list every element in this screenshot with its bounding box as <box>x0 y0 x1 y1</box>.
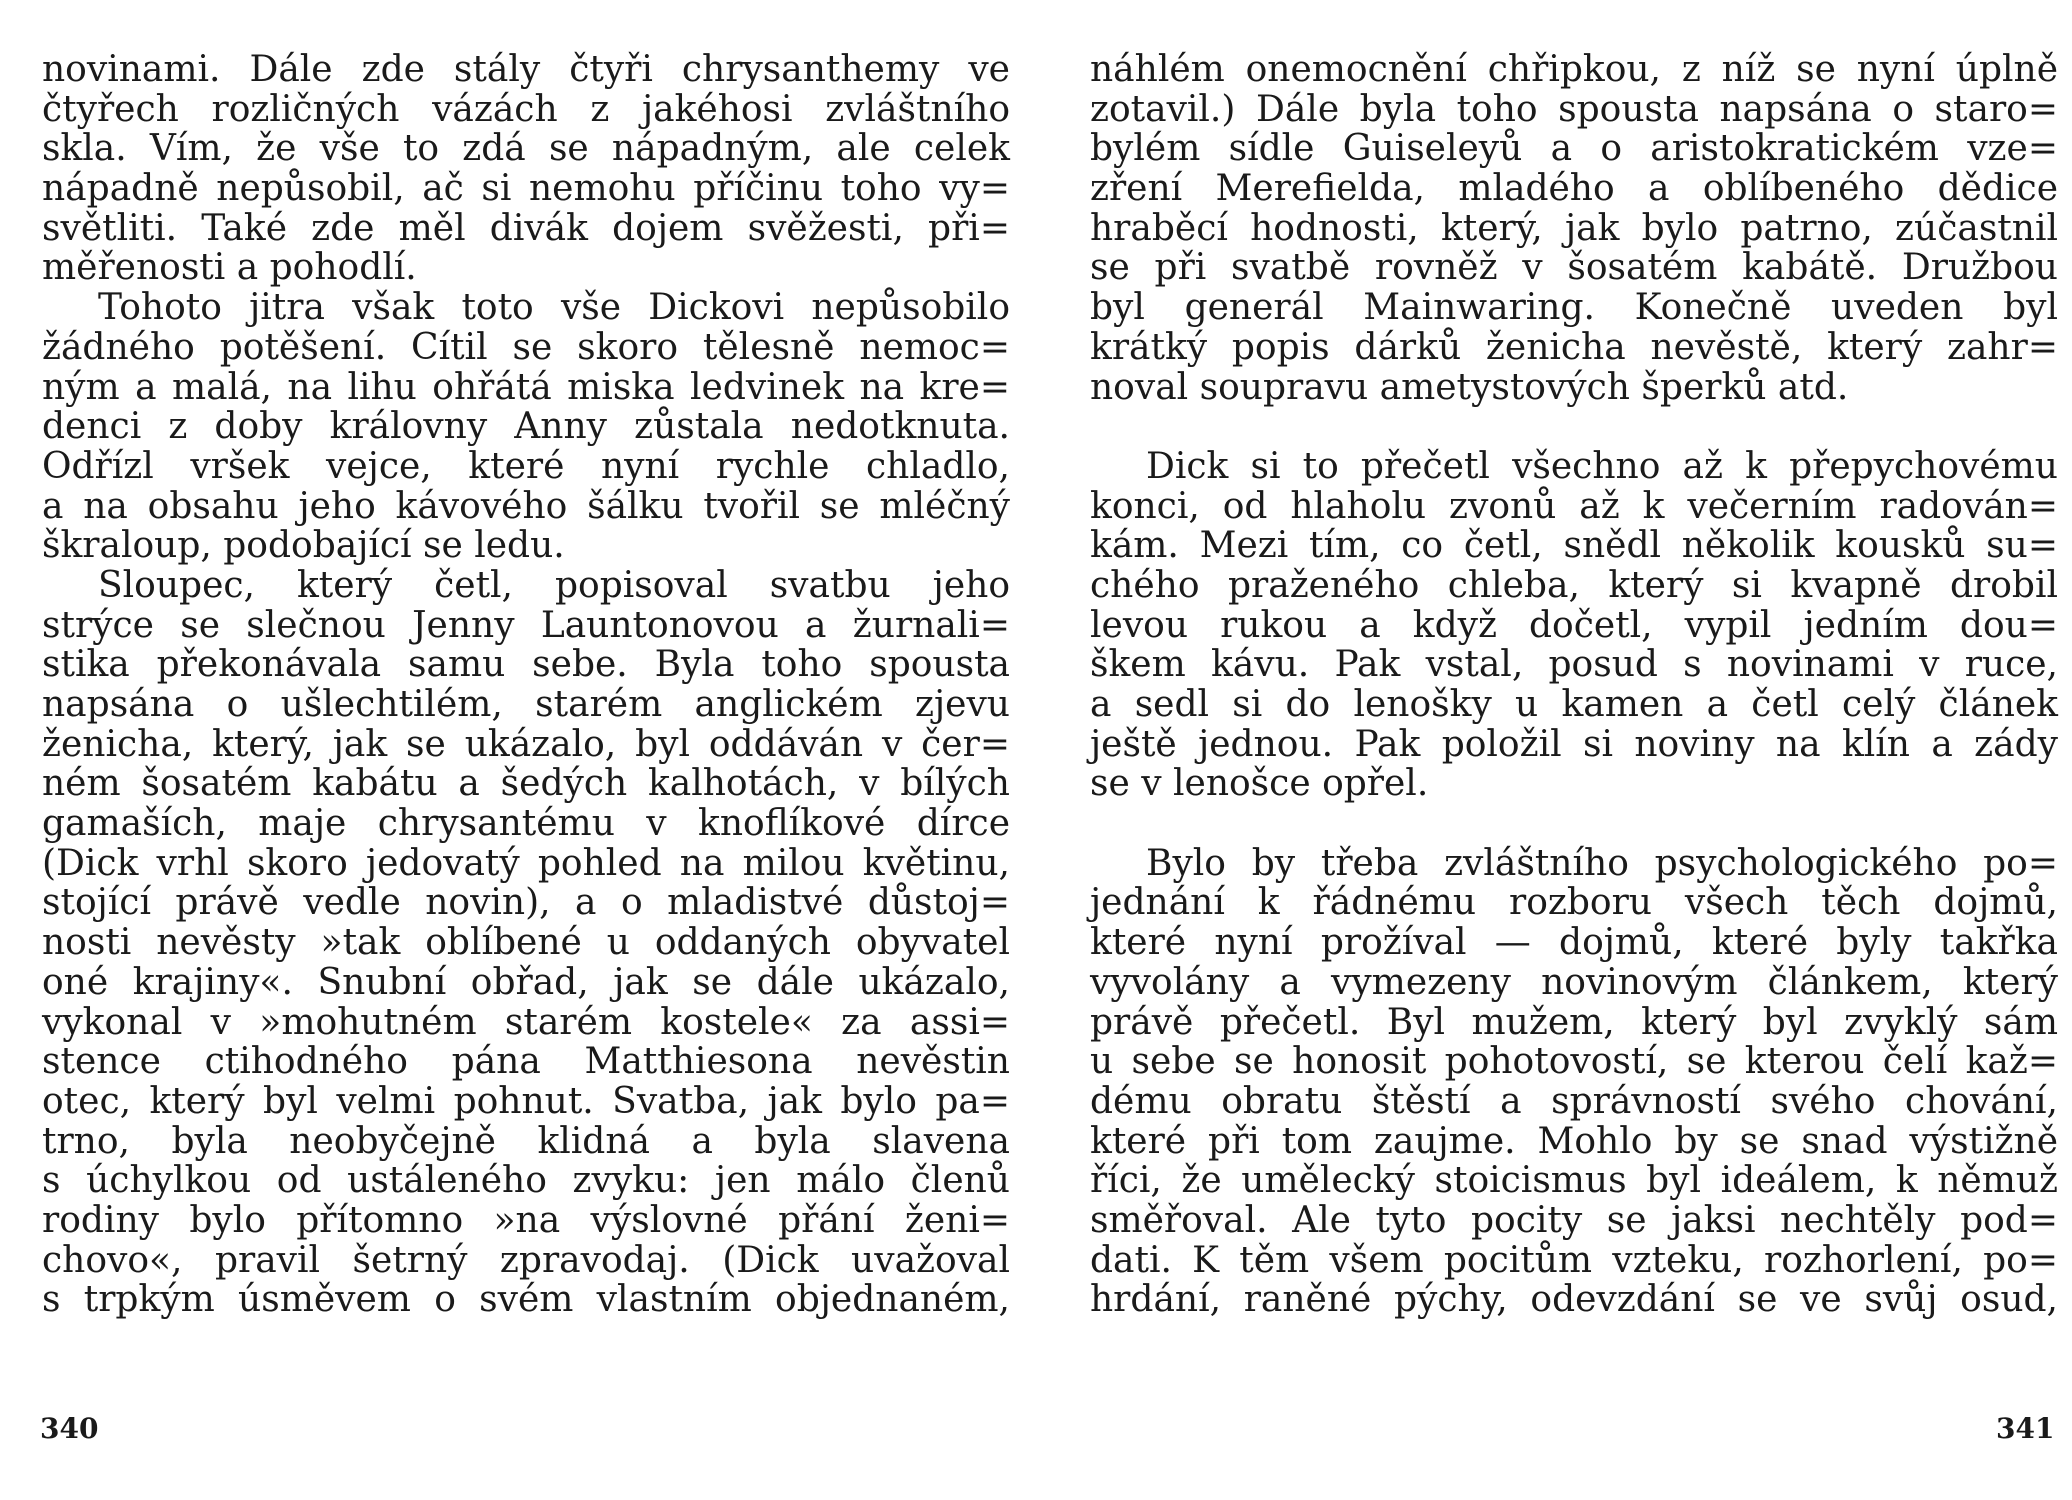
text-line: Bylo by třeba zvláštního psychologického po= <box>1146 842 2058 884</box>
text-line: napsána o ušlechtilém, starém anglickém zjevu <box>42 684 1010 725</box>
text-line: skla. Vím, že vše to zdá se nápadným, ale celek <box>42 128 1010 170</box>
text-line: směřoval. Ale tyto pocity se jaksi nechtěly pod= <box>1090 1199 2058 1241</box>
text-line: chovo«, pravil šetrný zpravodaj. (Dick uvažoval <box>42 1239 1010 1281</box>
text-line: zotavil.) Dále byla toho spousta napsána o staro= <box>1090 88 2058 130</box>
text-line: s úchylkou od ustáleného zvyku: jen málo členů <box>42 1160 1010 1202</box>
text-line: noval soupravu ametystových šperků atd. <box>1090 366 1849 408</box>
text-line: levou rukou a když dočetl, vypil jedním dou= <box>1090 604 2058 646</box>
text-line: ným a malá, na lihu ohřátá miska ledvinek na kre= <box>42 366 1010 408</box>
text-line: krátký popis dárků ženicha nevěstě, který zahr= <box>1090 326 2058 368</box>
left-page-text <box>42 50 1010 1320</box>
text-line: které při tom zaujme. Mohlo by se snad výstižně <box>1090 1120 2058 1162</box>
text-line: dému obratu štěstí a správností svého chování, <box>1090 1080 2058 1122</box>
text-line: s trpkým úsměvem o svém vlastním objednaném, <box>42 1279 1010 1321</box>
text-line: hraběcí hodnosti, který, jak bylo patrno, zúčastnil <box>1090 207 2058 249</box>
text-line: strýce se slečnou Jenny Launtonovou a žurnali= <box>42 604 1010 646</box>
text-line: a na obsahu jeho kávového šálku tvořil se mléčný <box>42 485 1010 527</box>
text-line: ženicha, který, jak se ukázalo, byl oddáván v čer= <box>42 723 1010 765</box>
text-line: denci z doby královny Anny zůstala nedotknuta. <box>42 406 1010 448</box>
right-page-text <box>1090 50 2058 1320</box>
text-line: náhlém onemocnění chřipkou, z níž se nyní úplně <box>1090 49 2058 90</box>
text-line: dati. K těm všem pocitům vzteku, rozhorlení, po= <box>1090 1239 2058 1281</box>
page-number: 341 <box>1996 1412 2055 1445</box>
text-line: gamaších, maje chrysantému v knoflíkové dírce <box>42 803 1010 845</box>
text-line: ném šosatém kabátu a šedých kalhotách, v bílých <box>42 763 1010 805</box>
text-line: novinami. Dále zde stály čtyři chrysanthemy ve <box>42 49 1010 90</box>
text-line: vykonal v »mohutném starém kostele« za assi= <box>42 1001 1010 1043</box>
right-page <box>1036 0 2072 1500</box>
text-line: světliti. Také zde měl divák dojem svěžesti, při= <box>42 207 1010 249</box>
text-line: Dick si to přečetl všechno až k přepychovému <box>1146 445 2058 487</box>
text-line: které nyní prožíval — dojmů, které byly takřka <box>1090 922 2058 964</box>
paragraph-gap <box>1090 407 2058 447</box>
text-line: chého praženého chleba, který si kvapně drobil <box>1090 564 2058 606</box>
text-line: konci, od hlaholu zvonů až k večerním radován= <box>1090 485 2058 527</box>
text-line: kám. Mezi tím, co četl, snědl několik kousků su= <box>1090 525 2058 567</box>
text-line: bylém sídle Guiseleyů a o aristokratickém vze= <box>1090 128 2058 170</box>
text-line: byl generál Mainwaring. Konečně uveden byl <box>1090 287 2058 329</box>
text-line: ještě jednou. Pak položil si noviny na klín a zády <box>1090 723 2058 765</box>
text-line: rodiny bylo přítomno »na výslovné přání ženi= <box>42 1199 1010 1241</box>
text-line: Sloupec, který četl, popisoval svatbu jeho <box>98 564 1010 606</box>
text-line: u sebe se honosit pohotovostí, se kterou čelí kaž= <box>1090 1041 2058 1083</box>
text-line: stojící právě vedle novin), a o mladistvé důstoj= <box>42 882 1010 924</box>
page-number: 340 <box>40 1412 99 1445</box>
text-line: nosti nevěsty »tak oblíbené u oddaných obyvatel <box>42 922 1010 964</box>
text-line: jednání k řádnému rozboru všech těch dojmů, <box>1090 882 2058 924</box>
text-line: se v lenošce opřel. <box>1090 763 1429 805</box>
text-line: trno, byla neobyčejně klidná a byla slavena <box>42 1120 1010 1162</box>
text-line: otec, který byl velmi pohnut. Svatba, jak bylo pa= <box>42 1080 1010 1122</box>
text-line: stence ctihodného pána Matthiesona nevěstin <box>42 1041 1010 1083</box>
text-line: (Dick vrhl skoro jedovatý pohled na milou květinu, <box>42 842 1010 884</box>
text-line: měřenosti a pohodlí. <box>42 247 417 289</box>
text-line: Tohoto jitra však toto vše Dickovi nepůsobilo <box>98 287 1010 329</box>
text-line: říci, že umělecký stoicismus byl ideálem, k němuž <box>1090 1160 2058 1202</box>
text-line: škraloup, podobající se ledu. <box>42 525 565 567</box>
text-line: hrdání, raněné pýchy, odevzdání se ve svůj osud, <box>1090 1279 2058 1321</box>
text-line: právě přečetl. Byl mužem, který byl zvyklý sám <box>1090 1001 2058 1043</box>
text-line: Odřízl vršek vejce, které nyní rychle chladlo, <box>42 445 1010 487</box>
text-line: čtyřech rozličných vázách z jakéhosi zvláštního <box>42 88 1010 130</box>
paragraph-gap <box>1090 804 2058 844</box>
text-line: žádného potěšení. Cítil se skoro tělesně nemoc= <box>42 326 1010 368</box>
text-line: stika překonávala samu sebe. Byla toho spousta <box>42 644 1010 686</box>
text-line: a sedl si do lenošky u kamen a četl celý článek <box>1090 684 2058 725</box>
text-line: škem kávu. Pak vstal, posud s novinami v ruce, <box>1090 644 2058 686</box>
text-line: zření Merefielda, mladého a oblíbeného dědice <box>1090 168 2058 210</box>
text-line: oné krajiny«. Snubní obřad, jak se dále ukázalo, <box>42 961 1010 1003</box>
text-line: se při svatbě rovněž v šosatém kabátě. Družbou <box>1090 247 2058 289</box>
text-line: nápadně nepůsobil, ač si nemohu příčinu toho vy= <box>42 168 1010 210</box>
text-line: vyvolány a vymezeny novinovým článkem, který <box>1090 961 2058 1003</box>
